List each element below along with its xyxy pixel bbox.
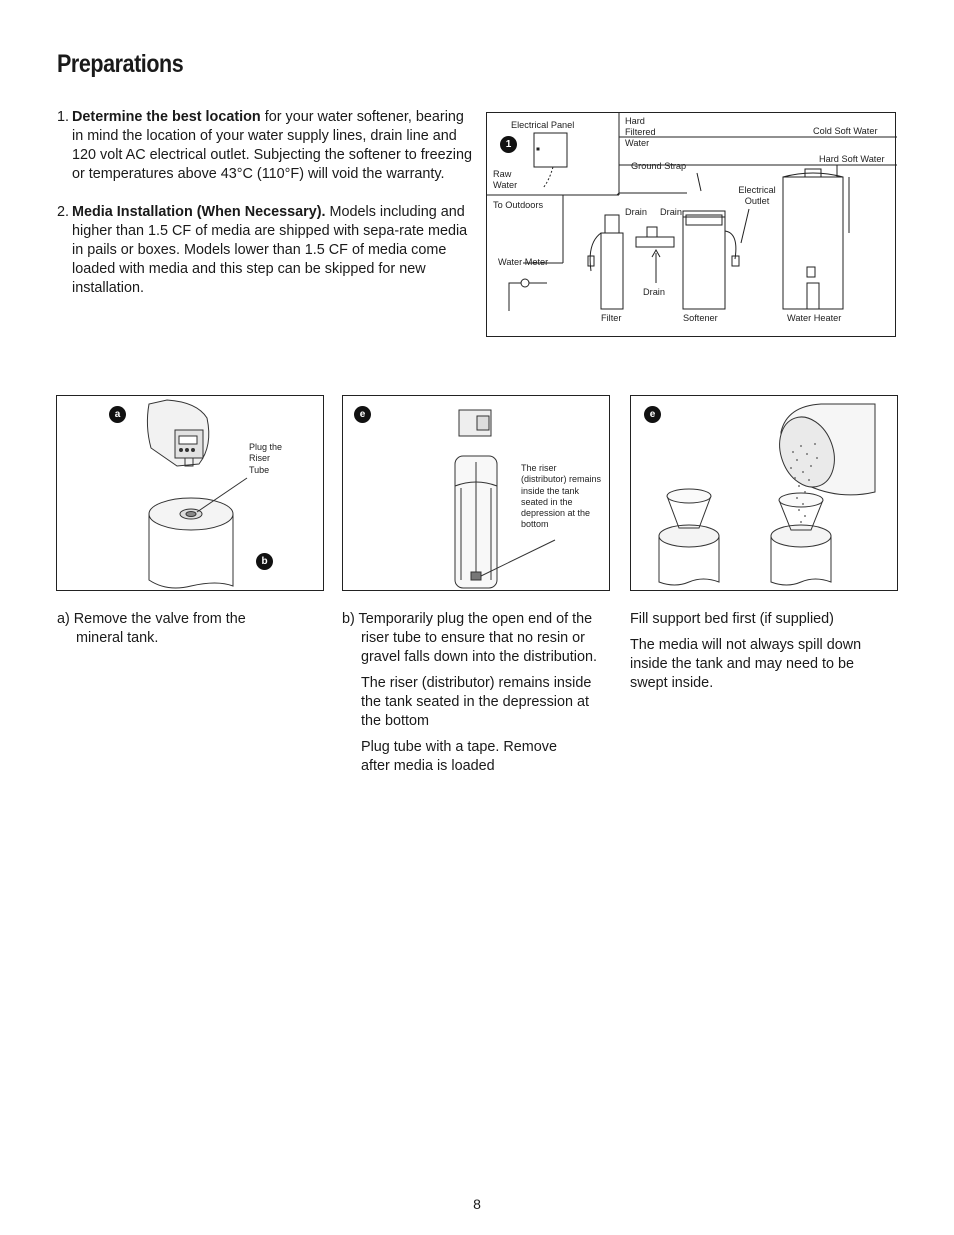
label-drain-bottom: Drain xyxy=(643,287,665,297)
step-2 xyxy=(57,203,472,298)
label-electrical-panel: Electrical Panel xyxy=(511,120,575,130)
step-heading: Determine the best location xyxy=(72,109,261,125)
media-pouring-drawing xyxy=(631,396,898,591)
step-badge-a: a xyxy=(109,406,126,423)
step-badge-b: b xyxy=(256,553,273,570)
caption-b xyxy=(342,610,602,783)
label-hard-soft-water: Hard Soft Water xyxy=(819,154,885,164)
caption-b-1: b) Temporarily plug the open end of the riser tube to ensure that no resin or gravel falls down into the distribution. xyxy=(342,611,597,665)
step-number: 1. xyxy=(57,109,70,125)
step-badge-e: e xyxy=(644,406,661,423)
label-electrical-outlet: Electrical Outlet xyxy=(738,185,776,206)
instruction-list xyxy=(57,108,472,317)
step-1 xyxy=(57,108,472,184)
step-number: 2. xyxy=(57,204,70,220)
label-water-meter: Water Meter xyxy=(498,257,549,267)
label-plug-riser-tube: Plug the Riser Tube xyxy=(249,442,283,475)
caption-c-1: Fill support bed first (if supplied) xyxy=(630,611,834,627)
label-filter: Filter xyxy=(601,313,622,323)
installation-diagram xyxy=(486,112,896,337)
label-hard-filtered-water: Hard Filtered Water xyxy=(625,116,656,148)
caption-c-2: The media will not always spill down inside the tank and may need to be swept inside. xyxy=(630,637,862,691)
label-riser-remains: The riser (distributor) remains inside the tank seated in the depression at the bottom xyxy=(521,463,602,530)
installation-diagram-drawing xyxy=(487,113,897,338)
label-raw-water: Raw Water xyxy=(493,169,518,190)
illustration-remove-valve xyxy=(56,395,324,591)
label-drain-right: Drain xyxy=(660,207,682,217)
label-water-heater: Water Heater xyxy=(787,313,842,323)
page-number: 8 xyxy=(473,1196,481,1212)
caption-a: a) Remove the valve from the mineral tank. xyxy=(57,611,246,646)
page-title: Preparations xyxy=(57,50,184,78)
label-softener: Softener xyxy=(683,313,718,323)
caption-b-2: The riser (distributor) remains inside the tank seated in the depression at the bottom xyxy=(361,675,592,729)
caption-c xyxy=(630,610,890,700)
label-drain-left: Drain xyxy=(625,207,647,217)
step-heading: Media Installation (When Necessary). xyxy=(72,204,326,220)
label-ground-strap: Ground Strap xyxy=(631,161,687,171)
step-badge-e: e xyxy=(354,406,371,423)
diagram-step-badge: 1 xyxy=(500,136,517,153)
label-cold-soft-water: Cold Soft Water xyxy=(813,126,878,136)
illustration-riser-tube xyxy=(342,395,610,591)
label-to-outdoors: To Outdoors xyxy=(493,200,544,210)
step-text: Models including and higher than 1.5 CF of media are shipped with sepa-rate media in pails or boxes. Models lower than 1.5 CF of media come loaded with media and this step can be skipped for new installation. xyxy=(72,204,468,296)
caption-b-3: Plug tube with a tape. Remove after media is loaded xyxy=(361,739,557,774)
illustration-fill-media xyxy=(630,395,898,591)
step-text: for your water softener, bearing in mind the location of your water supply lines, drain line and 120 volt AC electrical outlet. Subjecting the softener to freezing or temperatures above 43°C (110°F) will void the warranty. xyxy=(72,109,472,182)
valve-and-tank-drawing xyxy=(57,396,324,591)
